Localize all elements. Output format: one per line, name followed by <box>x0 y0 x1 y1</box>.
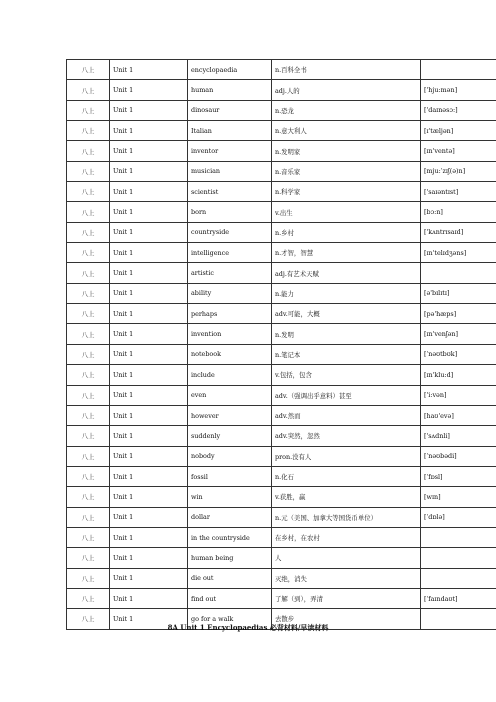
word-cell: even <box>188 385 272 405</box>
phonetic-cell: ['daɪnəsɔ:] <box>421 100 496 120</box>
meaning-cell: v.出生 <box>272 202 421 222</box>
meaning-cell: pron.没有人 <box>272 446 421 466</box>
phonetic-cell: ['saɪəntɪst] <box>421 182 496 202</box>
phonetic-cell: ['sʌdnli] <box>421 426 496 446</box>
unit-cell: Unit 1 <box>110 527 188 547</box>
table-row <box>67 304 496 324</box>
unit-cell: Unit 1 <box>110 121 188 141</box>
grade-cell: 八上 <box>67 263 110 283</box>
meaning-cell: v.包括，包含 <box>272 365 421 385</box>
table-row <box>67 243 496 263</box>
meaning-cell: 在乡村，在农村 <box>272 527 421 547</box>
phonetic-cell: ['i:vən] <box>421 385 496 405</box>
grade-cell: 八上 <box>67 161 110 181</box>
meaning-cell: n.发明家 <box>272 141 421 161</box>
grade-cell: 八上 <box>67 385 110 405</box>
phonetic-cell: [ɪn'venʃən] <box>421 324 496 344</box>
meaning-cell: v.获胜，赢 <box>272 487 421 507</box>
unit-cell: Unit 1 <box>110 588 188 608</box>
vocabulary-table <box>66 59 496 630</box>
meaning-cell: n.笔记本 <box>272 344 421 364</box>
phonetic-cell <box>421 60 496 80</box>
grade-cell: 八上 <box>67 507 110 527</box>
grade-cell: 八上 <box>67 548 110 568</box>
table-row <box>67 60 496 80</box>
table-row <box>67 344 496 364</box>
phonetic-cell: [ɪ'tæljən] <box>421 121 496 141</box>
meaning-cell: n.音乐家 <box>272 161 421 181</box>
unit-cell: Unit 1 <box>110 222 188 242</box>
table-row <box>67 283 496 303</box>
word-cell: ability <box>188 283 272 303</box>
table-row <box>67 263 496 283</box>
unit-cell: Unit 1 <box>110 466 188 486</box>
grade-cell: 八上 <box>67 344 110 364</box>
word-cell: include <box>188 365 272 385</box>
unit-cell: Unit 1 <box>110 60 188 80</box>
word-cell: dinosaur <box>188 100 272 120</box>
meaning-cell: 灭绝，消失 <box>272 568 421 588</box>
unit-cell: Unit 1 <box>110 283 188 303</box>
table-row <box>67 548 496 568</box>
table-row <box>67 466 496 486</box>
phonetic-cell: [bɔ:n] <box>421 202 496 222</box>
meaning-cell: n.化石 <box>272 466 421 486</box>
phonetic-cell: [wɪn] <box>421 487 496 507</box>
meaning-cell: n.能力 <box>272 283 421 303</box>
phonetic-cell: [haʊ'evə] <box>421 405 496 425</box>
word-cell: encyclopaedia <box>188 60 272 80</box>
grade-cell: 八上 <box>67 568 110 588</box>
unit-cell: Unit 1 <box>110 243 188 263</box>
phonetic-cell <box>421 263 496 283</box>
unit-cell: Unit 1 <box>110 568 188 588</box>
phonetic-cell: [ˈnəʊbədi] <box>421 446 496 466</box>
meaning-cell: n.元（美国、加拿大等国货币单位） <box>272 507 421 527</box>
meaning-cell: n.意大利人 <box>272 121 421 141</box>
word-cell: countryside <box>188 222 272 242</box>
table-row <box>67 324 496 344</box>
table-row <box>67 426 496 446</box>
word-cell: find out <box>188 588 272 608</box>
unit-cell: Unit 1 <box>110 365 188 385</box>
meaning-cell: adv.可能，大概 <box>272 304 421 324</box>
unit-cell: Unit 1 <box>110 141 188 161</box>
table-row <box>67 80 496 100</box>
meaning-cell: n.才智，智慧 <box>272 243 421 263</box>
phonetic-cell <box>421 527 496 547</box>
word-cell: human <box>188 80 272 100</box>
phonetic-cell: [ˈnəʊtbʊk] <box>421 344 496 364</box>
meaning-cell: adj.有艺术天赋 <box>272 263 421 283</box>
unit-cell: Unit 1 <box>110 100 188 120</box>
unit-cell: Unit 1 <box>110 426 188 446</box>
vocabulary-table-body <box>67 60 496 630</box>
word-cell: go for a walk <box>188 609 272 629</box>
unit-cell: Unit 1 <box>110 324 188 344</box>
grade-cell: 八上 <box>67 466 110 486</box>
phonetic-cell: ['kʌntrɪsaɪd] <box>421 222 496 242</box>
word-cell: however <box>188 405 272 425</box>
grade-cell: 八上 <box>67 202 110 222</box>
word-cell: invention <box>188 324 272 344</box>
word-cell: Italian <box>188 121 272 141</box>
grade-cell: 八上 <box>67 100 110 120</box>
unit-cell: Unit 1 <box>110 304 188 324</box>
phonetic-cell: [ˈfɒsl] <box>421 466 496 486</box>
word-cell: dollar <box>188 507 272 527</box>
table-row <box>67 446 496 466</box>
grade-cell: 八上 <box>67 365 110 385</box>
word-cell: notebook <box>188 344 272 364</box>
meaning-cell: n.百科全书 <box>272 60 421 80</box>
grade-cell: 八上 <box>67 304 110 324</box>
word-cell: human being <box>188 548 272 568</box>
meaning-cell: n.科学家 <box>272 182 421 202</box>
phonetic-cell: [mju:ˈzɪʃ(ə)n] <box>421 161 496 181</box>
table-row <box>67 121 496 141</box>
grade-cell: 八上 <box>67 588 110 608</box>
word-cell: artistic <box>188 263 272 283</box>
table-row <box>67 527 496 547</box>
grade-cell: 八上 <box>67 527 110 547</box>
meaning-cell: n.恐龙 <box>272 100 421 120</box>
unit-cell: Unit 1 <box>110 385 188 405</box>
grade-cell: 八上 <box>67 182 110 202</box>
grade-cell: 八上 <box>67 141 110 161</box>
unit-cell: Unit 1 <box>110 182 188 202</box>
table-row <box>67 202 496 222</box>
table-row <box>67 588 496 608</box>
table-row <box>67 385 496 405</box>
table-row <box>67 222 496 242</box>
meaning-cell: n.发明 <box>272 324 421 344</box>
word-cell: scientist <box>188 182 272 202</box>
page-caption: 8A Unit 1 Encyclopaedias 必背材料/早读材料 <box>167 623 329 632</box>
grade-cell: 八上 <box>67 446 110 466</box>
table-row <box>67 365 496 385</box>
word-cell: in the countryside <box>188 527 272 547</box>
phonetic-cell: [pə'hæps] <box>421 304 496 324</box>
meaning-cell: n.乡村 <box>272 222 421 242</box>
unit-cell: Unit 1 <box>110 263 188 283</box>
unit-cell: Unit 1 <box>110 161 188 181</box>
word-cell: perhaps <box>188 304 272 324</box>
word-cell: win <box>188 487 272 507</box>
table-row <box>67 100 496 120</box>
grade-cell: 八上 <box>67 80 110 100</box>
word-cell: fossil <box>188 466 272 486</box>
grade-cell: 八上 <box>67 426 110 446</box>
table-row <box>67 182 496 202</box>
meaning-cell: adv.然而 <box>272 405 421 425</box>
phonetic-cell: [ˈdɒlə] <box>421 507 496 527</box>
grade-cell: 八上 <box>67 609 110 629</box>
grade-cell: 八上 <box>67 405 110 425</box>
table-row <box>67 568 496 588</box>
word-cell: nobody <box>188 446 272 466</box>
phonetic-cell: [ə'bɪlɪtɪ] <box>421 283 496 303</box>
word-cell: intelligence <box>188 243 272 263</box>
unit-cell: Unit 1 <box>110 487 188 507</box>
grade-cell: 八上 <box>67 324 110 344</box>
grade-cell: 八上 <box>67 121 110 141</box>
word-cell: musician <box>188 161 272 181</box>
meaning-cell: 人 <box>272 548 421 568</box>
table-row <box>67 161 496 181</box>
grade-cell: 八上 <box>67 283 110 303</box>
phonetic-cell: [ɪn'ventə] <box>421 141 496 161</box>
phonetic-cell: [ɪn'klu:d] <box>421 365 496 385</box>
meaning-cell: adv.（强调出乎意料）甚至 <box>272 385 421 405</box>
table-row <box>67 141 496 161</box>
unit-cell: Unit 1 <box>110 344 188 364</box>
table-row <box>67 487 496 507</box>
unit-cell: Unit 1 <box>110 609 188 629</box>
unit-cell: Unit 1 <box>110 405 188 425</box>
meaning-cell: 去散步 <box>272 609 421 629</box>
unit-cell: Unit 1 <box>110 80 188 100</box>
grade-cell: 八上 <box>67 243 110 263</box>
unit-cell: Unit 1 <box>110 202 188 222</box>
phonetic-cell <box>421 568 496 588</box>
unit-cell: Unit 1 <box>110 507 188 527</box>
word-cell: inventor <box>188 141 272 161</box>
word-cell: suddenly <box>188 426 272 446</box>
table-row <box>67 507 496 527</box>
meaning-cell: adj.人的 <box>272 80 421 100</box>
word-cell: born <box>188 202 272 222</box>
word-cell: die out <box>188 568 272 588</box>
phonetic-cell: [ˈfaɪndaʊt] <box>421 588 496 608</box>
phonetic-cell <box>421 548 496 568</box>
grade-cell: 八上 <box>67 487 110 507</box>
phonetic-cell: ['hju:mən] <box>421 80 496 100</box>
grade-cell: 八上 <box>67 60 110 80</box>
phonetic-cell: [ɪn'telɪdʒəns] <box>421 243 496 263</box>
unit-cell: Unit 1 <box>110 446 188 466</box>
meaning-cell: adv.突然，忽然 <box>272 426 421 446</box>
meaning-cell: 了解（到），弄清 <box>272 588 421 608</box>
table-row <box>67 405 496 425</box>
unit-cell: Unit 1 <box>110 548 188 568</box>
grade-cell: 八上 <box>67 222 110 242</box>
